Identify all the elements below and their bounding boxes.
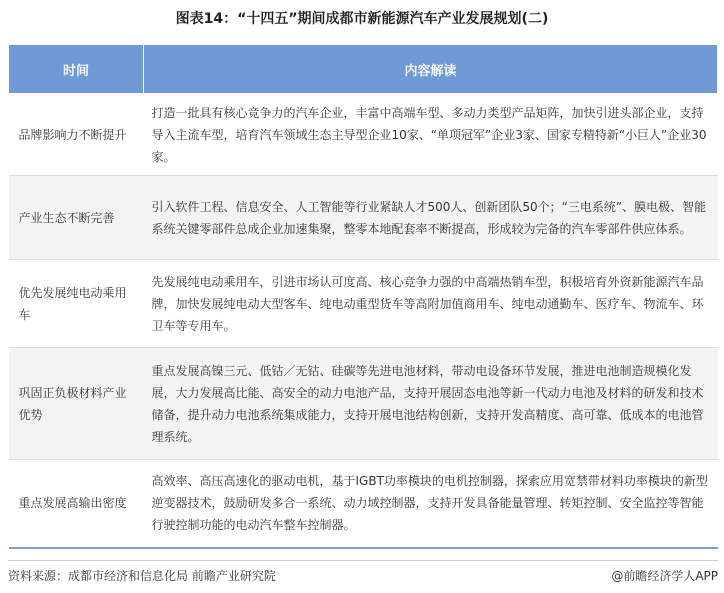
- row-content: 先发展纯电动乘用车，引进市场认可度高、核心竞争力强的中高端热销车型，积极培育外资新能源汽车品牌，加快发展纯电动大型客车、纯电动重型货车等高附加值商用车、纯电动通勤车、医疗车、物流车、环卫车等专用车。: [144, 260, 718, 348]
- row-label: 产业生态不断完善: [9, 176, 144, 260]
- source-text: 资料来源：成都市经济和信息化局 前瞻产业研究院: [8, 569, 276, 583]
- header-content: 内容解读: [144, 45, 718, 94]
- row-content: 高效率、高压高速化的驱动电机，基于IGBT功率模块的电机控制器，探索应用宽禁带材料功率模块的新型逆变器技术，鼓励研发多合一系统、动力域控制器，支持开发具备能量管理、转矩控制、安全监控等智能行驶控制功能的电动汽车整车控制器。: [144, 460, 718, 548]
- footer: [8, 560, 718, 587]
- brand-text: @前瞻经济学人APP: [611, 569, 718, 583]
- row-label: 巩固正负极材料产业优势: [9, 348, 144, 460]
- row-label: 品牌影响力不断提升: [9, 94, 144, 176]
- plan-table: [8, 44, 718, 549]
- row-label: 优先发展纯电动乘用车: [9, 260, 144, 348]
- table-row: [9, 260, 718, 348]
- table-row: [9, 460, 718, 548]
- row-label: 重点发展高输出密度: [9, 460, 144, 548]
- row-content: 打造一批具有核心竞争力的汽车企业，丰富中高端车型、多动力类型产品矩阵，加快引进头部企业，支持导入主流车型，培育汽车领域生态主导型企业10家、“单项冠军”企业3家、国家专精特新“小巨人”企业30家。: [144, 94, 718, 176]
- row-content: 重点发展高镍三元、低钴／无钴、硅碳等先进电池材料，带动电设备环节发展，推进电池制造规模化发展，大力发展高比能、高安全的动力电池产品，支持开展固态电池等新一代动力电池及材料的研发和技术储备，提升动力电池系统集成能力，支持开展电池结构创新，支持开发高精度、高可靠、低成本的电池管理系统。: [144, 348, 718, 460]
- table-row: [9, 94, 718, 176]
- row-content: 引入软件工程、信息安全、人工智能等行业紧缺人才500人、创新团队50个；“三电系统”、膜电极、智能系统关键零部件总成企业加速集聚，整零本地配套率不断提高，形成较为完备的汽车零部件供应体系。: [144, 176, 718, 260]
- table-row: [9, 176, 718, 260]
- header-time: 时间: [9, 45, 144, 94]
- page-title: 图表14：“十四五”期间成都市新能源汽车产业发展规划(二): [175, 11, 549, 27]
- table-header-row: [9, 45, 718, 94]
- table-row: [9, 348, 718, 460]
